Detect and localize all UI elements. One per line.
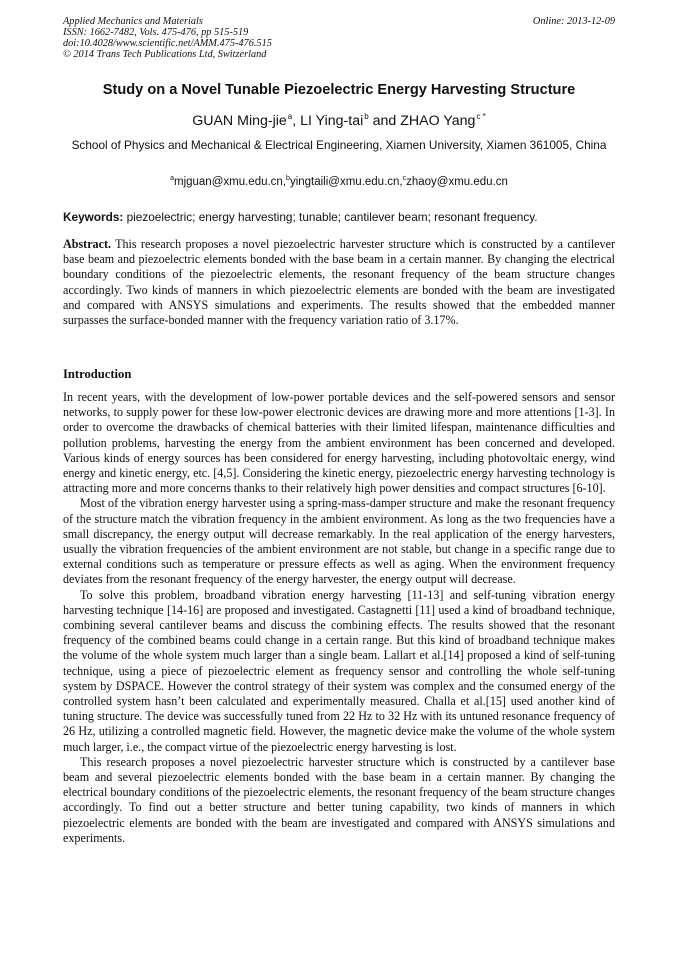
author-affil-mark: c * (476, 112, 486, 121)
author-name: GUAN Ming-jie (192, 113, 287, 129)
online-date: Online: 2013-12-09 (532, 16, 615, 27)
author-affil-mark: a (287, 112, 293, 121)
author-list (63, 112, 615, 129)
author-separator: and (368, 113, 401, 129)
paragraph: To solve this problem, broadband vibration energy harvesting [11-13] and self-tuning vibration energy harvesting technique [14-16] are proposed and investigated. Castagnetti [11] used a kind of broadband technique, combining several cantilever beams and discuss the combining effects. The results showed that the resonant frequency of the combined beams could change in a certain range. But this kind of broadband technique makes the volume of the whole system much larger than a single beam. Lallart et al.[14] proposed a kind of self-tuning technique, using a piece of piezoelectric element as frequency sensor and controlling the whole self-tuning system by DSPACE. However the control strategy of their system was complex and the consumed energy of the controlled system hasn’t been calculated and experimentally measured. Challa et al.[15] used another kind of tuning structure. The device was successfully tuned from 22 Hz to 32 Hz with its untuned resonance frequency of 26 Hz, utilizing a controlled magnetic field. However, the magnetic device make the volume of the whole system much larger, i.e., the compact virtue of the piezoelectric energy harvesting is lost. (63, 587, 615, 754)
issn: ISSN: 1662-7482, Vols. 475-476, pp 515-519 (63, 27, 249, 38)
email-mark: c (402, 175, 407, 182)
abstract-label: Abstract. (63, 237, 112, 251)
affiliation: School of Physics and Mechanical & Electrical Engineering, Xiamen University, Xiamen 361005, China (71, 138, 607, 152)
email-mark: a (170, 175, 174, 182)
keywords-label: Keywords: (63, 210, 124, 224)
paragraph: In recent years, with the development of low-power portable devices and the self-powered sensors and sensor networks, to supply power for these low-power electronic devices are drawing more and more attentions [1-3]. In order to overcome the drawbacks of chemical batteries with their limited lifespan, maintenance difficulties and pollution problems, harvesting the energy from the ambient environment has been concerned and developed. Various kinds of energy sources has been considered for energy harvesting, including photovoltaic energy, wind energy and kinetic energy, etc. [4,5]. Considering the kinetic energy, piezoelectric energy harvesting technology is attracting more and more concerns thanks to their relatively high power densities and compact structures [6-10]. (63, 390, 615, 496)
email-mark: b (286, 175, 290, 182)
author-name: ZHAO Yang (400, 113, 476, 129)
journal-header (63, 16, 615, 60)
abstract (63, 237, 615, 328)
author-separator: , (292, 113, 301, 129)
email-address: zhaoy@xmu.edu.cn (406, 176, 508, 188)
author-name: LI Ying-tai (300, 113, 364, 129)
introduction-body (63, 390, 615, 846)
copyright: © 2014 Trans Tech Publications Ltd, Switzerland (63, 49, 267, 60)
section-heading-introduction: Introduction (63, 367, 132, 381)
paragraph: This research proposes a novel piezoelectric harvester structure which is constructed by a cantilever base beam and several piezoelectric elements bonded with the base beam in a certain manner. By changing the electrical boundary conditions of the piezoelectric elements, the resonant frequency of the beam structure changes accordingly. To find out a better structure and better tuning capability, two kinds of manners in which piezoelectric elements are bonded with the beam are investigated and compared with ANSYS simulations and experiments. (63, 754, 615, 845)
journal-name: Applied Mechanics and Materials (63, 16, 203, 27)
email-address: mjguan@xmu.edu.cn, (173, 176, 287, 188)
keywords (63, 210, 615, 224)
author-affil-mark: b (364, 112, 369, 121)
paper-title: Study on a Novel Tunable Piezoelectric Energy Harvesting Structure (102, 82, 576, 98)
paragraph: Most of the vibration energy harvester using a spring-mass-damper structure and make the resonant frequency of the structure match the vibration frequency in the ambient environment. As long as the two frequencies have a small discrepancy, the energy output will decrease remarkably. In the real application of the energy harvesters, usually the vibration frequencies of the ambient environment are not stable, but change in a specific range due to external conditions such as temperature or pressure effects as well as aging. When the environment frequency deviates from the resonant frequency of the energy harvester, the energy output will decrease. (63, 496, 615, 587)
abstract-text: This research proposes a novel piezoelectric harvester structure which is constructed by a cantilever base beam and piezoelectric elements bonded with the base beam in a certain manner. By changing the electrical boundary conditions of the piezoelectric elements, the resonant frequency of the beam structure changes accordingly. Two kinds of manners in which piezoelectric elements are bonded with the beam are investigated and compared with ANSYS simulations and experiments. The results showed that the embedded manner surpasses the surface-bonded manner with the frequency variation ratio of 3.17%. (63, 237, 615, 328)
email-address: yingtaili@xmu.edu.cn, (289, 176, 403, 188)
author-emails (63, 175, 615, 188)
doi: doi:10.4028/www.scientific.net/AMM.475-476.515 (63, 38, 272, 49)
keywords-text: piezoelectric; energy harvesting; tunable; cantilever beam; resonant frequency. (123, 210, 538, 224)
